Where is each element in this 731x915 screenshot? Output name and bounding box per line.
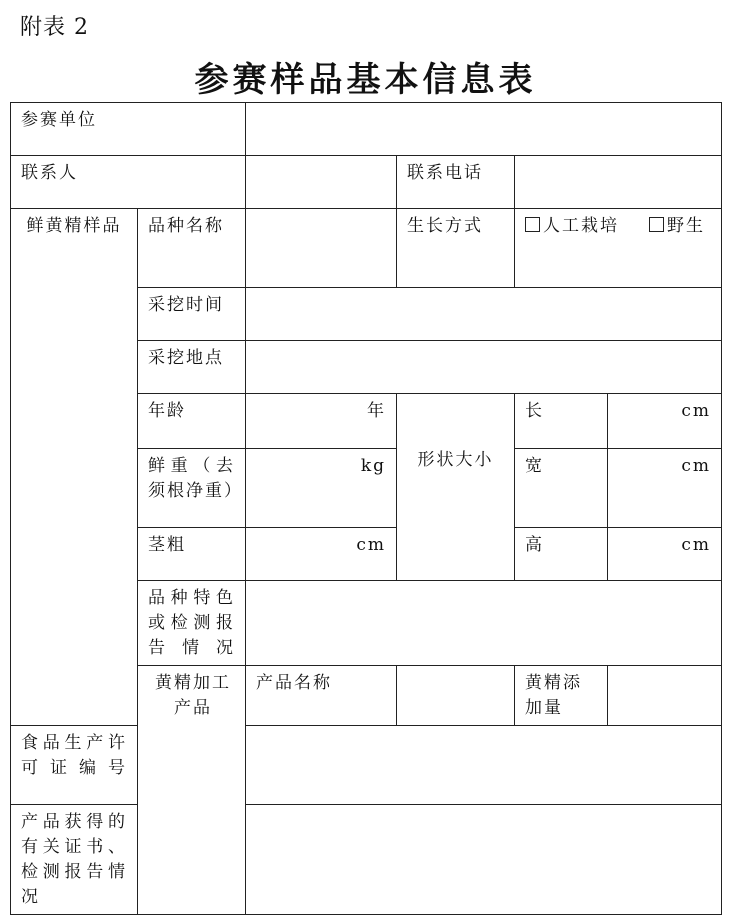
harvest-place-field[interactable]: [246, 341, 722, 394]
contact-label: 联系人: [11, 156, 246, 209]
feature-label: 品种特色或检测报告情况: [138, 581, 246, 666]
weight-unit: kg: [360, 456, 386, 476]
feature-field[interactable]: [246, 581, 722, 666]
length-field[interactable]: [608, 394, 722, 449]
stem-label: 茎粗: [138, 528, 246, 581]
stem-field[interactable]: [246, 528, 397, 581]
additive-field[interactable]: [608, 666, 722, 726]
harvest-time-field[interactable]: [246, 288, 722, 341]
page-title: 参赛样品基本信息表: [194, 60, 537, 100]
annex-label: 附表 2: [20, 15, 89, 40]
cultivated-label: 人工栽培: [543, 216, 619, 236]
length-unit: cm: [681, 401, 711, 421]
shape-label: 形状大小: [397, 394, 515, 581]
stem-unit: cm: [356, 535, 386, 555]
license-label: 食品生产许可证编号: [11, 726, 138, 805]
height-label: 高: [515, 528, 608, 581]
variety-field[interactable]: [246, 209, 397, 288]
checkbox-icon: [649, 217, 664, 232]
cultivated-checkbox[interactable]: [525, 216, 619, 236]
height-unit: cm: [681, 535, 711, 555]
contact-field[interactable]: [246, 156, 397, 209]
sample-info-table: [10, 102, 722, 915]
weight-label: 鲜重（去须根净重）: [138, 449, 246, 528]
phone-field[interactable]: [515, 156, 722, 209]
harvest-time-label: 采挖时间: [138, 288, 246, 341]
width-unit: cm: [681, 456, 711, 476]
checkbox-icon: [525, 217, 540, 232]
wild-checkbox[interactable]: [649, 216, 705, 236]
certificate-label: 产品获得的有关证书、检测报告情况: [11, 805, 138, 915]
wild-label: 野生: [667, 216, 705, 236]
growth-options: [515, 209, 722, 288]
harvest-place-label: 采挖地点: [138, 341, 246, 394]
height-field[interactable]: [608, 528, 722, 581]
age-field[interactable]: [246, 394, 397, 449]
certificate-field[interactable]: [246, 805, 722, 915]
product-name-field[interactable]: [397, 666, 515, 726]
product-name-label: 产品名称: [246, 666, 397, 726]
weight-field[interactable]: [246, 449, 397, 528]
growth-label: 生长方式: [397, 209, 515, 288]
processed-section-label: 黄精加工产品: [138, 666, 246, 915]
width-label: 宽: [515, 449, 608, 528]
phone-label: 联系电话: [397, 156, 515, 209]
variety-label: 品种名称: [138, 209, 246, 288]
unit-field[interactable]: [246, 103, 722, 156]
additive-label: 黄精添加量: [515, 666, 608, 726]
license-field[interactable]: [246, 726, 722, 805]
width-field[interactable]: [608, 449, 722, 528]
length-label: 长: [515, 394, 608, 449]
unit-label: 参赛单位: [11, 103, 246, 156]
age-label: 年龄: [138, 394, 246, 449]
fresh-section-label: 鲜黄精样品: [11, 209, 138, 726]
age-unit: 年: [367, 401, 386, 421]
